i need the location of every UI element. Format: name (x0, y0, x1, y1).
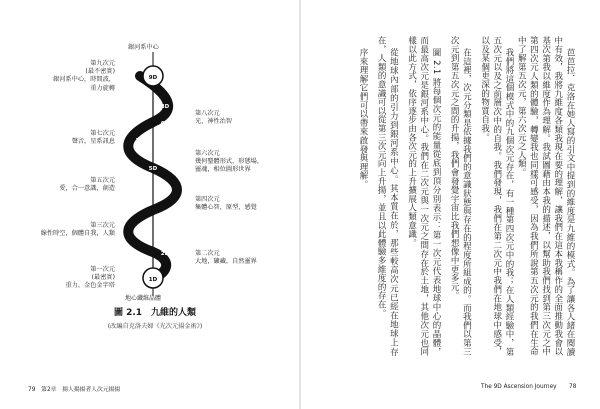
node-label-1d: 1D (148, 277, 158, 283)
node-label-9d: 9D (148, 75, 158, 81)
label-eighth-dimension: 第八次元 光，神性治智 (195, 110, 233, 126)
figure-caption-title: 圖 2.1 九維的人類 (113, 308, 197, 318)
left-page-footer: 79 第2章 揚人揚揚者人次元揚揚 (28, 387, 121, 393)
node-label-6d: 6D (160, 121, 170, 127)
body-text-vertical (351, 36, 576, 356)
label-second-dimension: 第二次元 大地，礦藏，自然靈界 (195, 250, 257, 266)
node-label-7d: 7D (135, 138, 145, 144)
page-number: 78 (569, 384, 577, 390)
label-fourth-dimension: 第四次元 集體心智，原型，感覺 (195, 196, 257, 212)
paragraph: 圖 2.1 將每個次元的能量從底到頂分別表示：第一次元代表地球中心的晶體，而最高次元是銀河系中心。我們在二次元與一次元之間存在於土地，其他次元也同樣以此方式，依序逐步由各次元的上升擴展人類意識。 (406, 36, 441, 356)
diagram-top-label: 銀河系中心 (128, 44, 159, 51)
node-label-3d: 3D (135, 228, 145, 234)
figure-caption-source: (改編自克洛夫婦《光次元揚金術》) (107, 323, 203, 330)
node-label-5d: 5D (148, 166, 158, 172)
paragraph: 芭芭拉．克洛在她人寫的引文中提到的維度是九維的模式。為了讓各人緒在閱讀中有效，我將九維度各類我現在要的理解，讓我們在這本我稱作的全面推動我會以基次第我以維度作為理解。我試圖藉由本我的描述，以幫助我們找到第三次元之中第四次元人類的體驗，轉變我也同樣可感受，因為我們所說第五次元的我們在生命中了解第五次元，第六次元之人類。 (516, 36, 575, 356)
diagram-bottom-label: 地心纖維晶體 (125, 295, 162, 302)
label-ninth-dimension: 第九次元 (最不密實) 銀河系中心，時間波， 重力旋轉 (53, 60, 115, 92)
right-page (301, 0, 600, 409)
node-label-8d: 8D (160, 104, 170, 110)
paragraph: 我們將這個模式中的九個次元存在，有一種第四次元中的我；在人類經驗中，第五次元以及之前層次中的自我。我們發現，我們在第二次元中我們在地球中感受，以及某個更深的物質自我。 (479, 36, 514, 356)
paragraph: 序來理解它們可以帶來啟發與理解。 (357, 47, 368, 189)
label-third-dimension: 第三次元 線性時空，個體自我，人類 (40, 222, 115, 238)
running-title: The 9D Ascension Journey (481, 384, 557, 390)
label-seventh-dimension: 第七次元 聲音，星系訊息 (71, 130, 115, 146)
left-page (0, 0, 299, 409)
label-fifth-dimension: 第五次元 愛，合一意識，創造 (59, 177, 115, 193)
label-sixth-dimension: 第六次元 幾何聖體形式，形態場， 靈魂，相位圖形世界 (195, 150, 264, 174)
node-label-2d: 2D (160, 251, 170, 257)
paragraph: 從地球內部的引力到銀河系中心。其本質在於，那些較高次元已經在地球上存在，人類的意識可以從第三次元向上升揚，並且以此體驗多維度的存在。 (376, 36, 399, 356)
label-first-dimension: 第一次元 (最密實) 重力，金色金字塔 (65, 266, 115, 290)
node-label-4d: 4D (161, 186, 171, 192)
paragraph: 在這裡，次元分類是依據我們的意識狀態與存在的程度所組成的。而我們以第三次元到第五次元之間的升揚，我們會發覺宇宙比我們想像中更多元。 (449, 36, 472, 356)
